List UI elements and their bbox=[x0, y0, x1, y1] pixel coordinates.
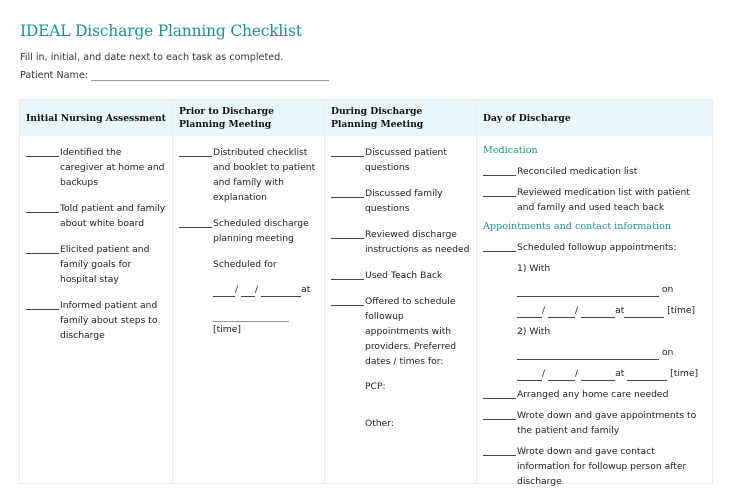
item-text: Elicited patient and family goals for hospital stay bbox=[60, 244, 150, 285]
on-label: on bbox=[661, 284, 674, 295]
other-label: Other: bbox=[365, 418, 395, 429]
checklist-item bbox=[483, 444, 706, 489]
appointment-2-date-row bbox=[483, 366, 706, 381]
instructions-text: Fill in, initial, and date next to each task as completed. bbox=[20, 52, 284, 63]
item-text: Reviewed discharge instructions as needed bbox=[365, 229, 470, 255]
initial-blank[interactable] bbox=[483, 387, 516, 399]
column-header bbox=[325, 100, 476, 136]
appointment-1-provider-row bbox=[483, 282, 706, 297]
year-field[interactable] bbox=[581, 306, 615, 318]
time-label: [time] bbox=[213, 324, 241, 335]
checklist-item bbox=[483, 240, 706, 255]
initial-blank[interactable] bbox=[483, 240, 516, 252]
appointment-2-label: 2) With bbox=[517, 326, 551, 337]
item-text: Discussed family questions bbox=[365, 188, 443, 214]
initial-blank[interactable] bbox=[331, 145, 364, 157]
column-day-of-discharge bbox=[477, 100, 712, 487]
pcp-label: PCP: bbox=[365, 381, 386, 392]
date-separator: / bbox=[542, 305, 546, 316]
checklist-item bbox=[331, 227, 470, 257]
meeting-time-row bbox=[179, 307, 318, 337]
date-separator: / bbox=[255, 284, 259, 295]
item-text: Informed patient and family about steps to discharge bbox=[60, 300, 158, 341]
item-text: Wrote down and gave appointments to the patient and family bbox=[517, 410, 697, 436]
item-text: Scheduled followup appointments: bbox=[517, 242, 677, 253]
date-separator: / bbox=[235, 284, 239, 295]
header-line: During Discharge bbox=[331, 106, 423, 117]
time-label: [time] bbox=[667, 305, 696, 316]
at-label: at bbox=[301, 284, 311, 295]
initial-blank[interactable] bbox=[331, 294, 364, 306]
on-label: on bbox=[661, 347, 674, 358]
header-line: Planning Meeting bbox=[179, 119, 272, 130]
checklist-item bbox=[331, 268, 470, 283]
date-separator: / bbox=[575, 305, 579, 316]
checklist-item bbox=[26, 242, 166, 287]
checklist-item bbox=[26, 298, 166, 343]
initial-blank[interactable] bbox=[26, 298, 59, 310]
checklist-item bbox=[483, 387, 706, 402]
day-field[interactable] bbox=[548, 369, 575, 381]
provider-field[interactable] bbox=[517, 348, 659, 360]
day-field[interactable] bbox=[241, 285, 255, 297]
item-text: Distributed checklist and booklet to patient and family with explanation bbox=[213, 147, 316, 203]
initial-blank[interactable] bbox=[331, 227, 364, 239]
checklist-item bbox=[483, 185, 706, 215]
at-label: at bbox=[615, 305, 625, 316]
appointment-1-label: 1) With bbox=[517, 263, 551, 274]
header-line: Planning Meeting bbox=[331, 119, 424, 130]
column-header: Initial Nursing Assessment bbox=[20, 100, 172, 136]
checklist-item bbox=[331, 186, 470, 216]
checklist-table bbox=[19, 99, 713, 487]
month-field[interactable] bbox=[213, 285, 235, 297]
item-text: Used Teach Back bbox=[365, 270, 443, 281]
patient-name-label: Patient Name: bbox=[20, 70, 88, 81]
item-text: Identified the caregiver at home and backups bbox=[60, 147, 165, 188]
scheduled-for-label: Scheduled for bbox=[213, 259, 277, 270]
patient-name-field[interactable] bbox=[91, 72, 329, 81]
checklist-item bbox=[26, 145, 166, 190]
initial-blank[interactable] bbox=[26, 145, 59, 157]
initial-blank[interactable] bbox=[483, 444, 516, 456]
initial-blank[interactable] bbox=[483, 408, 516, 420]
checklist-item bbox=[331, 294, 470, 369]
initial-blank[interactable] bbox=[26, 201, 59, 213]
initial-blank[interactable] bbox=[331, 186, 364, 198]
item-text: Scheduled discharge planning meeting bbox=[213, 218, 309, 244]
initial-blank[interactable] bbox=[331, 268, 364, 280]
item-text: Reconciled medication list bbox=[517, 166, 638, 177]
document-title: IDEAL Discharge Planning Checklist bbox=[20, 22, 302, 40]
provider-field[interactable] bbox=[517, 285, 659, 297]
initial-blank[interactable] bbox=[483, 164, 516, 176]
appointment-1-date-row bbox=[483, 303, 706, 318]
at-label: at bbox=[615, 368, 625, 379]
initial-blank[interactable] bbox=[179, 216, 212, 228]
checklist-item bbox=[331, 145, 470, 175]
time-field[interactable] bbox=[213, 310, 289, 322]
month-field[interactable] bbox=[517, 306, 542, 318]
patient-name-row bbox=[20, 70, 329, 81]
column-during-discharge bbox=[325, 100, 477, 483]
year-field[interactable] bbox=[261, 285, 301, 297]
checklist-item bbox=[179, 145, 318, 205]
month-field[interactable] bbox=[517, 369, 542, 381]
item-text: Told patient and family about white board bbox=[60, 203, 166, 229]
date-separator: / bbox=[575, 368, 579, 379]
day-field[interactable] bbox=[548, 306, 575, 318]
item-text: Reviewed medication list with patient and family and used teach back bbox=[517, 187, 690, 213]
initial-blank[interactable] bbox=[483, 185, 516, 197]
time-field[interactable] bbox=[627, 369, 667, 381]
section-heading-appointments: Appointments and contact information bbox=[483, 221, 671, 232]
section-heading-medication: Medication bbox=[483, 145, 538, 156]
time-label: [time] bbox=[670, 368, 699, 379]
appointment-2-provider-row bbox=[483, 345, 706, 360]
header-line: Prior to Discharge bbox=[179, 106, 274, 117]
year-field[interactable] bbox=[581, 369, 615, 381]
time-field[interactable] bbox=[624, 306, 664, 318]
checklist-item bbox=[483, 408, 706, 438]
column-header bbox=[173, 100, 324, 136]
item-text: Wrote down and gave contact information for followup person after discharge bbox=[517, 446, 687, 487]
item-text: Discussed patient questions bbox=[365, 147, 447, 173]
meeting-date-row bbox=[179, 282, 318, 297]
column-prior-to-discharge bbox=[173, 100, 325, 483]
checklist-item bbox=[26, 201, 166, 231]
column-header: Day of Discharge bbox=[477, 100, 712, 136]
column-initial-nursing-assessment bbox=[20, 100, 173, 483]
date-separator: / bbox=[542, 368, 546, 379]
item-text: Offered to schedule followup appointments with providers. Preferred dates / times for: bbox=[365, 296, 457, 367]
checklist-item bbox=[179, 216, 318, 246]
checklist-item bbox=[483, 164, 706, 179]
initial-blank[interactable] bbox=[179, 145, 212, 157]
item-text: Arranged any home care needed bbox=[517, 389, 669, 400]
initial-blank[interactable] bbox=[26, 242, 59, 254]
